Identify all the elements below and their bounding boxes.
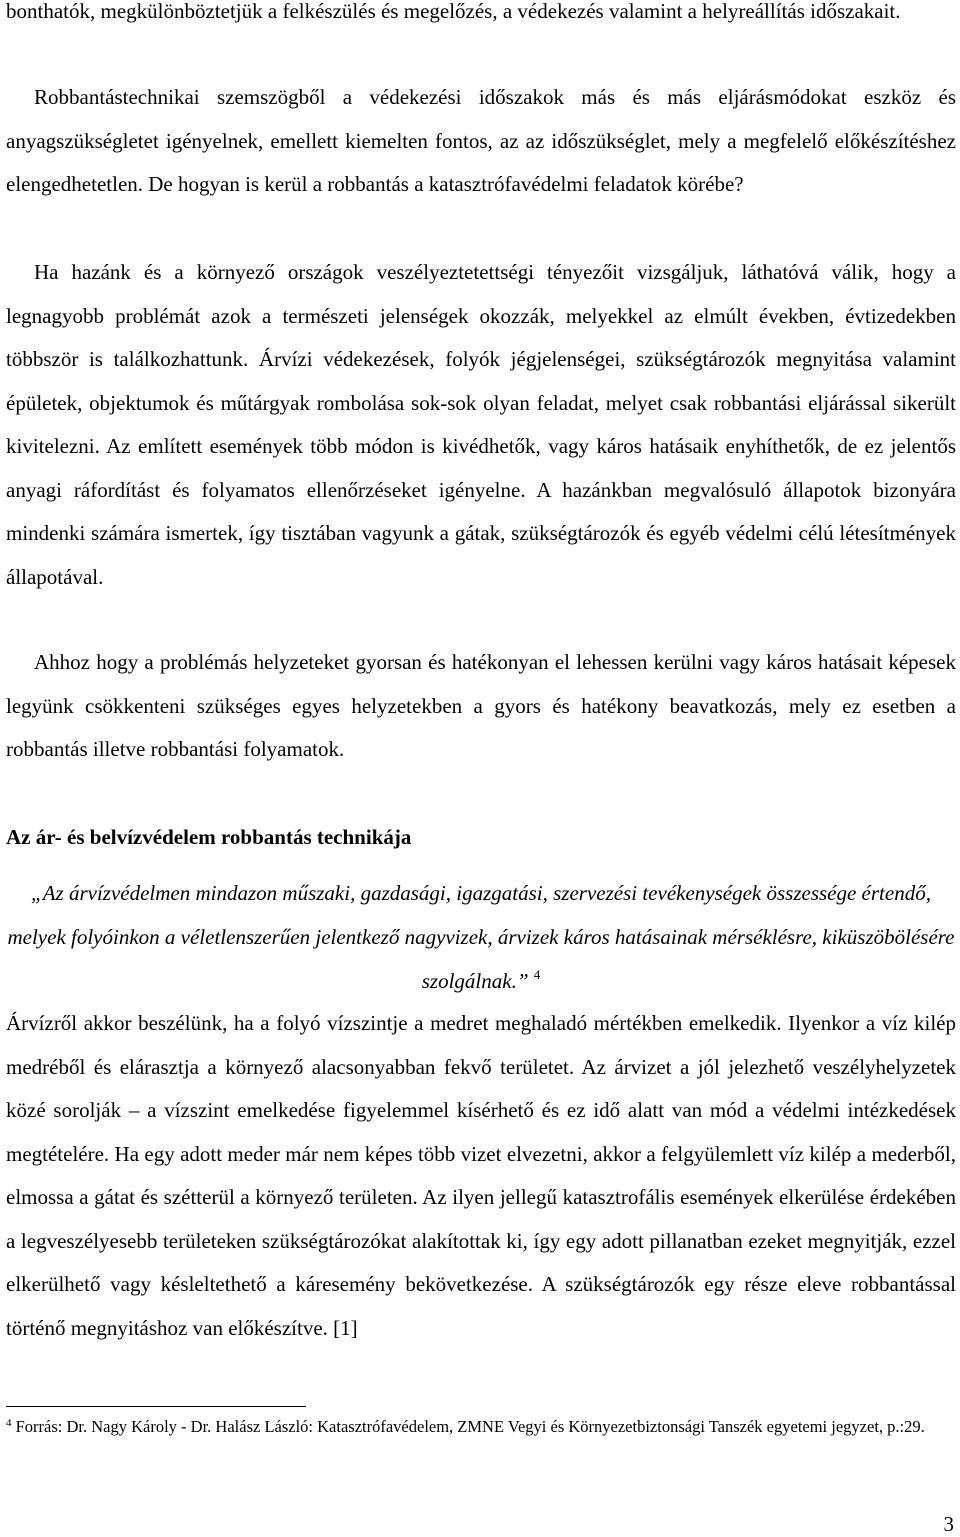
paragraph-veszelyeztetettseg: Ha hazánk és a környező országok veszélyeztetettségi tényezőit vizsgáljuk, láthatóvá válik, hogy a legnagyobb problémát azok a természeti jelenségek okozzák, melyekkel az elmúlt években, évtizedekben többször is találkozhattunk. Árvízi védekezések, folyók jégjelenségei, szükségtározók megnyitása valamint épületek, objektumok és műtárgyak rombolása sok-sok olyan feladat, melyet csak robbantási eljárással sikerült kivitelezni. Az említett események több módon is kivédhetők, vagy káros hatásaik enyhíthetők, de ez jelentős anyagi ráfordítást és folyamatos ellenőrzéseket igényelne. A hazánkban megvalósuló állapotok bizonyára mindenki számára ismertek, így tisztában vagyunk a gátak, szükségtározók és egyéb védelmi célú létesítmények állapotával. [6, 260, 956, 589]
footnote-divider [6, 1406, 306, 1407]
section-heading: Az ár- és belvízvédelem robbantás technikája [6, 825, 412, 849]
footnote-mark: 4 [6, 1417, 12, 1429]
paragraph-arviz: Árvízről akkor beszélünk, ha a folyó vízszintje a medret meghaladó mértékben emelkedik. Ilyenkor a víz kilép medréből és elárasztja a környező alacsonyabban fekvő területet. Az árvizet a jól jelezhető veszélyhelyzetek közé sorolják – a vízszint emelkedése figyelemmel kísérhető és ez idő alatt van mód a védelmi intézkedések megtételére. Ha egy adott meder már nem képes több vizet elvezetni, akkor a felgyülemlett víz kilép a mederből, elmossa a gátat és szétterül a környező területen. Az ilyen jellegű katasztrofális események elkerülése érdekében a legveszélyesebb területeken szükségtározókat alakítottak ki, így egy adott pillanatban ezeket megnyitják, ezzel elkerülhető vagy késleltethető a káresemény bekövetkezése. A szükségtározók egy része eleve robbantással történő megnyitáshoz van előkészítve. [1] [6, 1011, 956, 1340]
quote-footnote-ref: 4 [533, 967, 541, 982]
paragraph-beavatkozas: Ahhoz hogy a problémás helyzeteket gyorsan és hatékonyan el lehessen kerülni vagy káros hatásait képesek legyünk csökkenteni szükséges egyes helyzetekben a gyors és hatékony beavatkozás, mely ez esetben a robbantás illetve robbantási folyamatok. [6, 650, 956, 761]
block-quote [6, 871, 956, 1003]
paragraph-intro-continuation: bonthatók, megkülönböztetjük a felkészülés és megelőzés, a védekezés valamint a helyreállítás időszakait. [6, 0, 901, 23]
footnote-text: Forrás: Dr. Nagy Károly - Dr. Halász László: Katasztrófavédelem, ZMNE Vegyi és Környezetbiztonsági Tanszék egyetemi jegyzet, p.:29. [11, 1417, 925, 1436]
footnote [6, 1416, 956, 1437]
paragraph-robbantastechnika: Robbantástechnikai szemszögből a védekezési időszakok más és más eljárásmódokat eszköz és anyagszükségletet igényelnek, emellett kiemelten fontos, az az időszükséglet, mely a megfelelő előkészítéshez elengedhetetlen. De hogyan is kerül a robbantás a katasztrófavédelmi feladatok körébe? [6, 85, 956, 196]
quote-text: „Az árvízvédelmen mindazon műszaki, gazdasági, igazgatási, szervezési tevékenységek összessége értendő, melyek folyóinkon a véletlenszerűen jelentkező nagyvizek, árvizek káros hatásainak mérséklésre, kiküszöbölésére szolgálnak.” [7, 881, 955, 993]
page-number: 3 [943, 1512, 954, 1536]
